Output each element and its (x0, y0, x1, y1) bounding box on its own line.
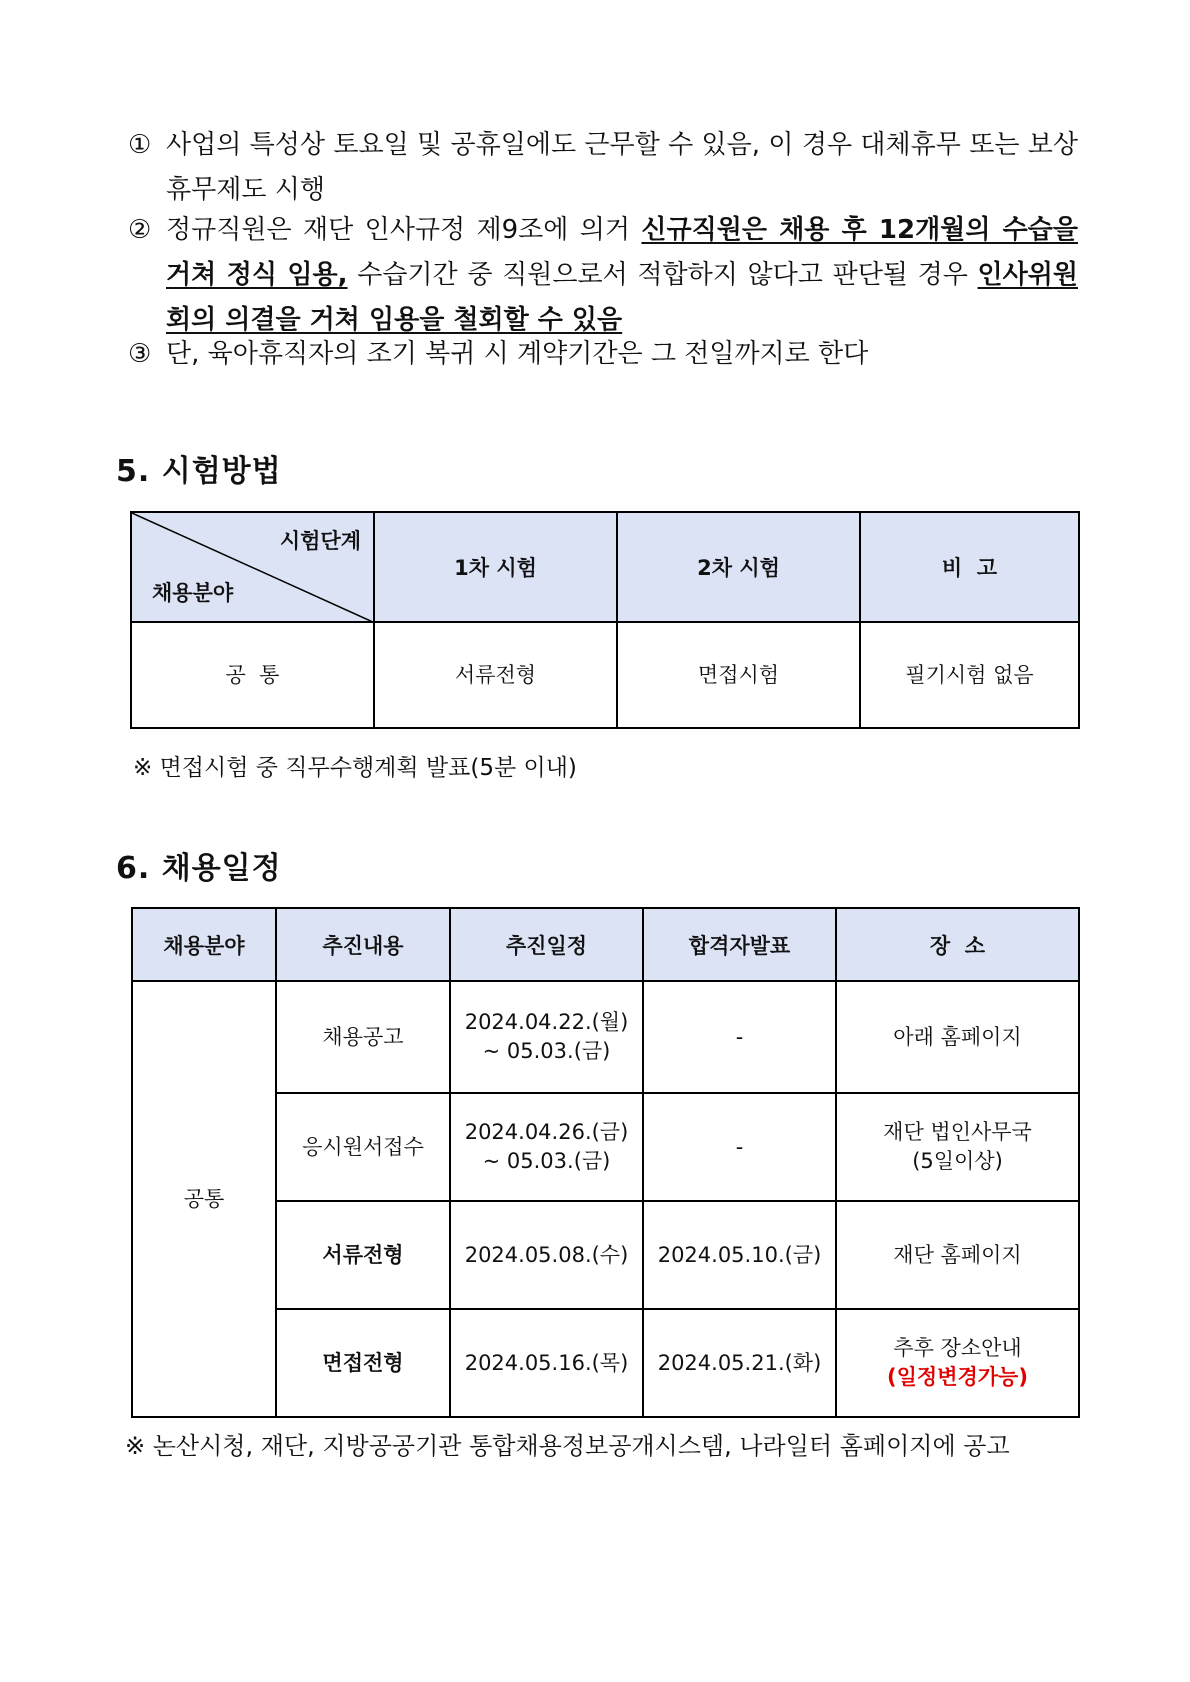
list-item-3 (128, 332, 1078, 377)
place-cell: 재단 법인사무국 (5일이상) (836, 1093, 1079, 1201)
header-remarks: 비 고 (860, 512, 1079, 622)
header-content: 추진내용 (276, 908, 450, 981)
content-cell: 응시원서접수 (276, 1093, 450, 1201)
first-exam-value: 서류전형 (374, 622, 617, 728)
remarks-value: 필기시험 없음 (860, 622, 1079, 728)
list-item-2 (128, 208, 1078, 343)
list-item-2-text: 정규직원은 재단 인사규정 제9조에 의거 신규직원은 채용 후 12개월의 수습을 거쳐 정식 임용, 수습기간 중 직원으로서 적합하지 않다고 판단될 경우 인사위원회의 의결을 거쳐 임용을 철회할 수 있음 (166, 215, 1078, 335)
header-second-exam: 2차 시험 (617, 512, 860, 622)
schedule-cell: 2024.05.16.(목) (450, 1309, 643, 1417)
schedule-change-notice: (일정변경가능) (887, 1365, 1028, 1389)
revocation-emphasis: 인사위원회의 의결을 거쳐 임용을 철회할 수 있음 (166, 260, 1078, 335)
list-item-1-text: 사업의 특성상 토요일 및 공휴일에도 근무할 수 있음, 이 경우 대체휴무 또는 보상휴무제도 시행 (166, 130, 1078, 205)
announcement-cell: 2024.05.21.(화) (643, 1309, 836, 1417)
section-6-title: 6. 채용일정 (116, 851, 282, 886)
field-common: 공통 (132, 981, 276, 1417)
field-common: 공 통 (131, 622, 374, 728)
announcement-cell: - (643, 1093, 836, 1201)
schedule-cell: 2024.04.26.(금) ~ 05.03.(금) (450, 1093, 643, 1201)
circled-number-1: ① (128, 130, 152, 160)
list-item-1 (128, 123, 1078, 213)
announcement-cell: 2024.05.10.(금) (643, 1201, 836, 1309)
exam-note: ※ 면접시험 중 직무수행계획 발표(5분 이내) (133, 755, 577, 781)
place-cell: 재단 홈페이지 (836, 1201, 1079, 1309)
content-cell: 면접전형 (276, 1309, 450, 1417)
schedule-cell: 2024.04.22.(월) ~ 05.03.(금) (450, 981, 643, 1093)
place-cell: 추후 장소안내 (일정변경가능) (836, 1309, 1079, 1417)
header-schedule: 추진일정 (450, 908, 643, 981)
circled-number-2: ② (128, 215, 152, 245)
announcement-cell: - (643, 981, 836, 1093)
diagonal-header-cell (131, 512, 374, 622)
list-item-3-text: 단, 육아휴직자의 조기 복귀 시 계약기간은 그 전일까지로 한다 (166, 339, 869, 369)
circled-number-3: ③ (128, 339, 152, 369)
exam-stage-label: 시험단계 (279, 529, 361, 553)
content-cell: 채용공고 (276, 981, 450, 1093)
announcement-note: ※ 논산시청, 재단, 지방공공기관 통합채용정보공개시스템, 나라일터 홈페이지에 공고 (125, 1432, 1010, 1460)
content-cell: 서류전형 (276, 1201, 450, 1309)
section-5-title: 5. 시험방법 (116, 454, 282, 489)
recruitment-schedule-table (131, 907, 1080, 1418)
header-place: 장 소 (836, 908, 1079, 981)
header-field: 채용분야 (132, 908, 276, 981)
place-cell: 아래 홈페이지 (836, 981, 1079, 1093)
field-label: 채용분야 (152, 581, 234, 605)
second-exam-value: 면접시험 (617, 622, 860, 728)
header-first-exam: 1차 시험 (374, 512, 617, 622)
probation-emphasis: 신규직원은 채용 후 12개월의 수습을 거쳐 정식 임용, (166, 215, 1078, 290)
header-announcement: 합격자발표 (643, 908, 836, 981)
exam-method-table (130, 511, 1080, 729)
schedule-cell: 2024.05.08.(수) (450, 1201, 643, 1309)
